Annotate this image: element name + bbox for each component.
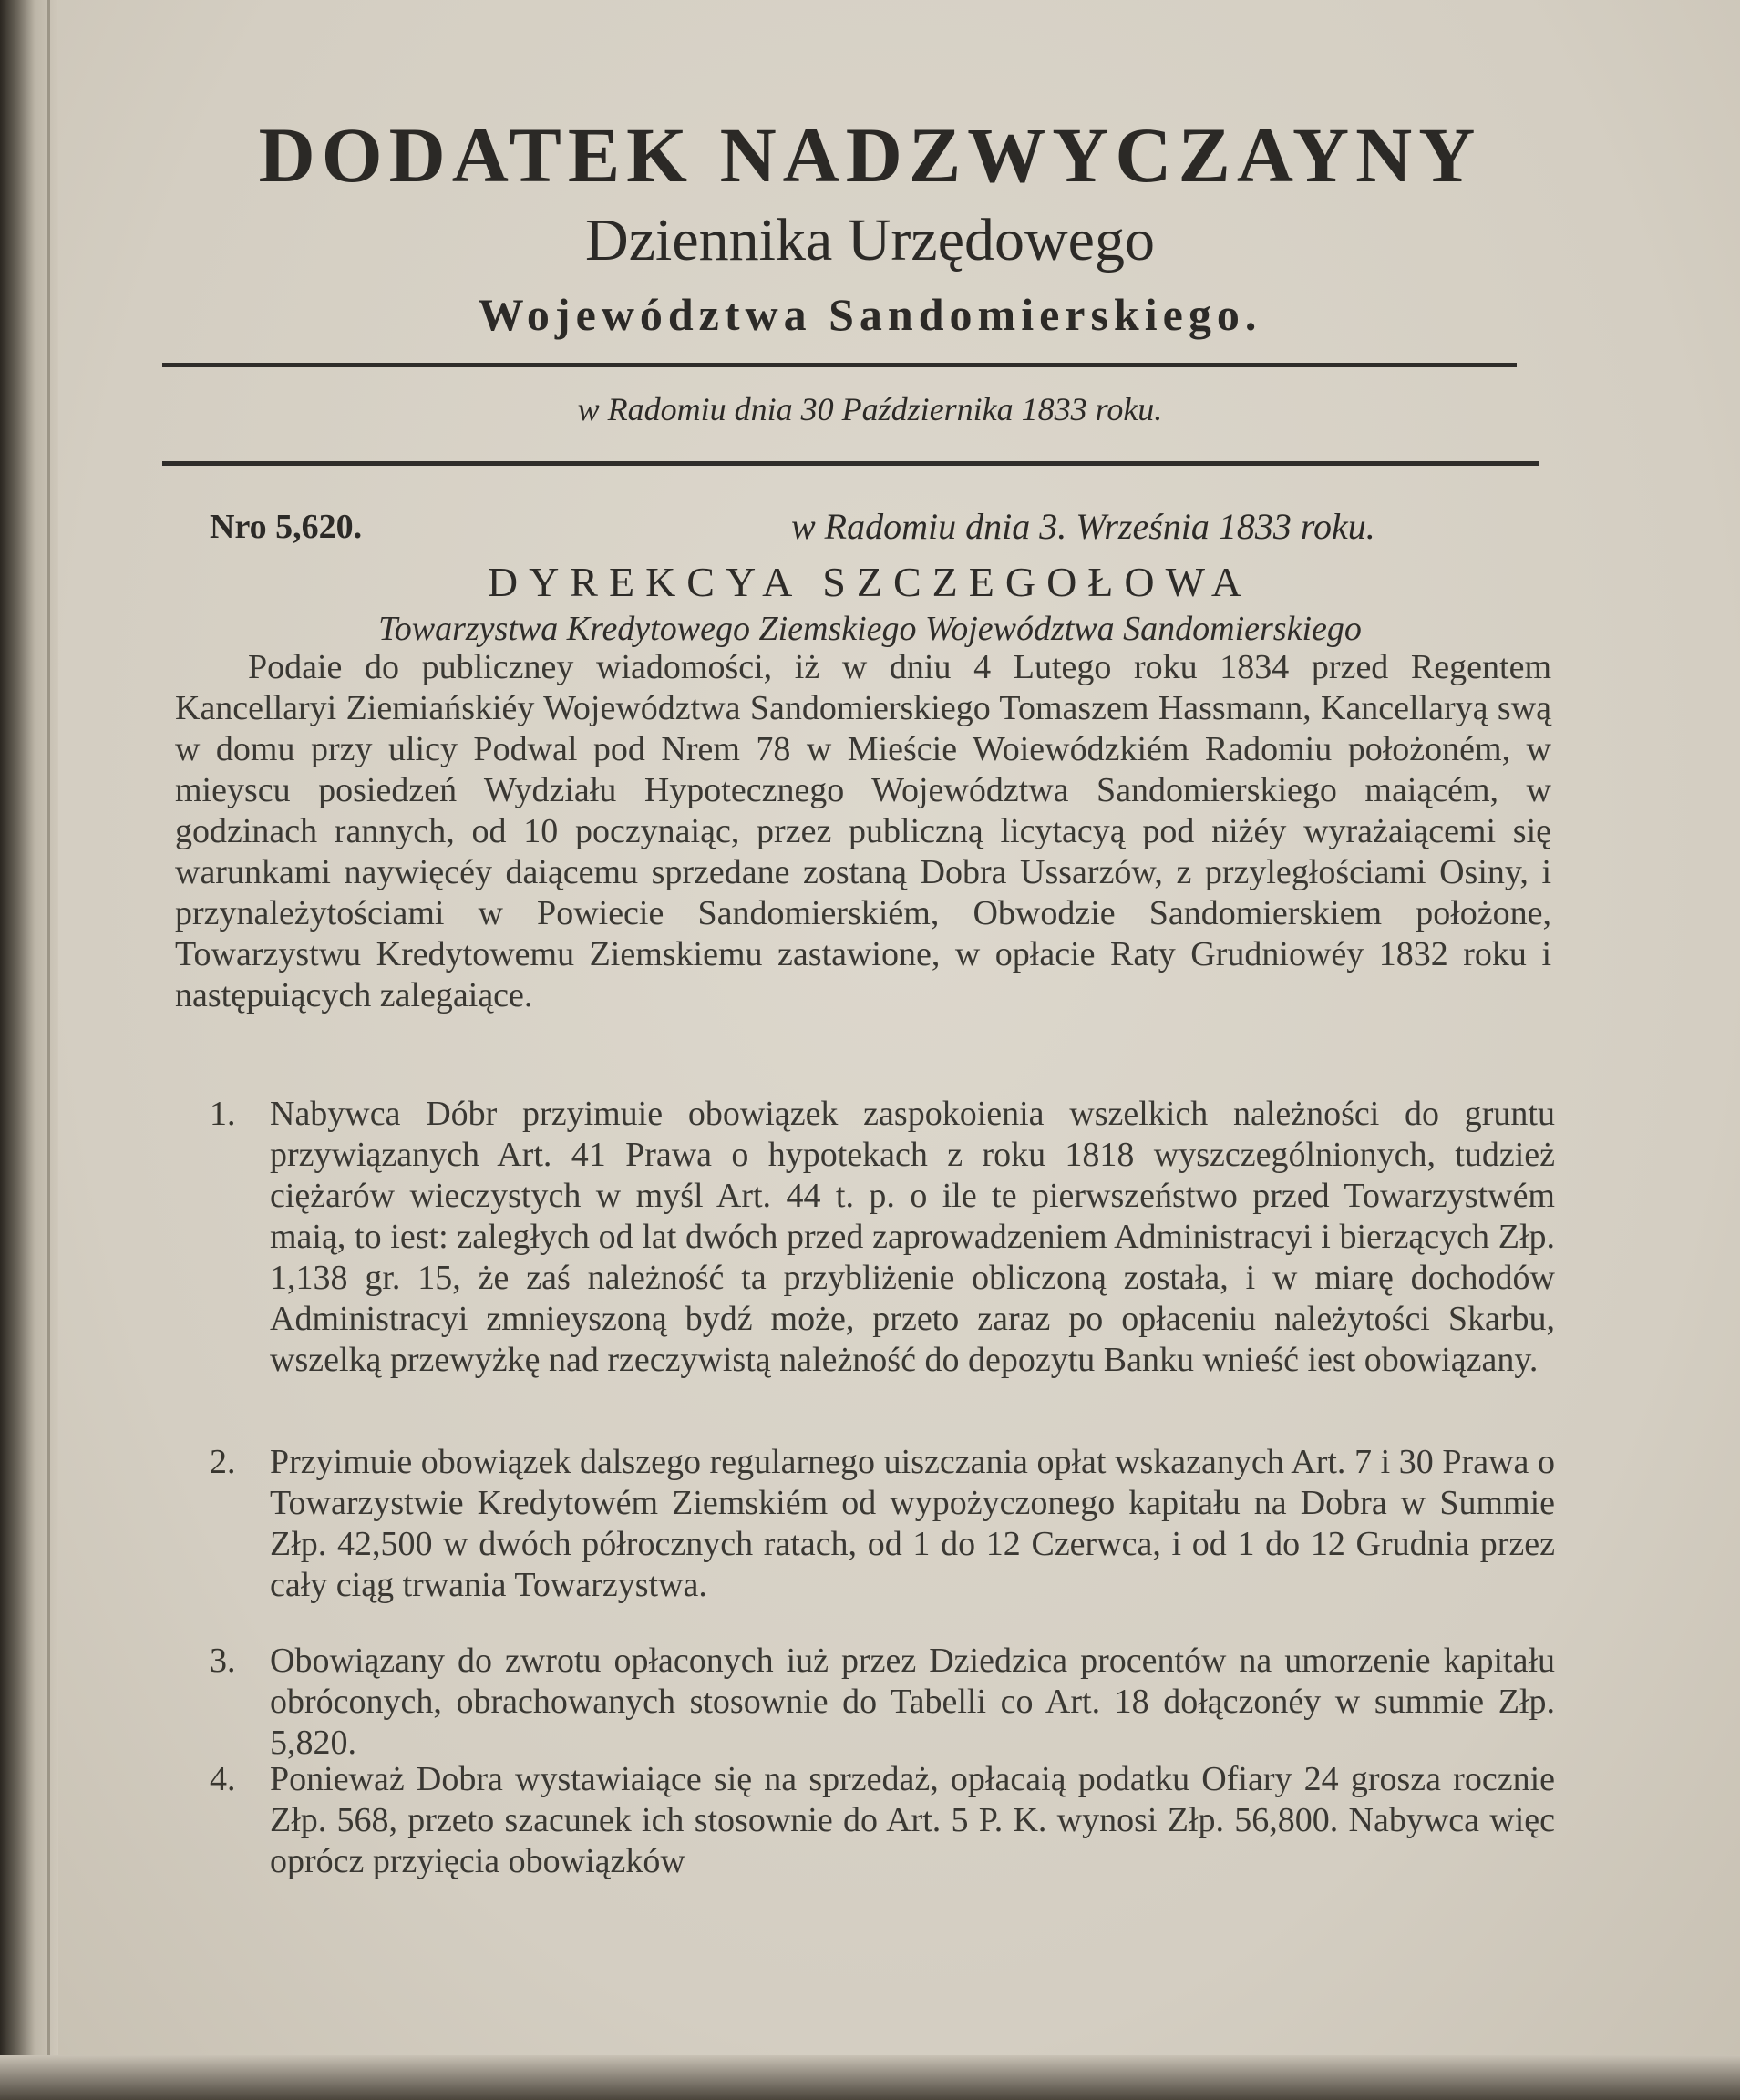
masthead-region: Województwa Sandomierskiego.: [478, 289, 1262, 340]
item-text: Przyimuie obowiązek dalszego regularnego uiszczania opłat wskazanych Art. 7 i 30 Prawa o Towarzystwie Kredytowém Ziemskiém od wypożyczonego kapitału na Dobra w Summie Złp. 42,500 w dwóch półrocznych ratach, od 1 do 12 Czerwca, i od 1 do 12 Grudnia przez cały ciąg trwania Towarzystwa.: [270, 1443, 1555, 1604]
item-number: 3.: [210, 1642, 236, 1680]
second-rule: [162, 461, 1539, 466]
masthead-title: DODATEK NADZWYCZAYNY: [258, 111, 1482, 199]
item-text: Nabywca Dóbr przyimuie obowiązek zaspokoienia wszelkich należności do gruntu przywiązanych Art. 41 Prawa o hypotekach z roku 1818 wyszczególnionych, tudzież ciężarów wieczystych w myśl Art. 44 t. p. o ile te pierwszeństwo przed Towarzystwém maią, to iest: zaległych od lat dwóch przed zaprowadzeniem Administracyi i bierzących Złp. 1,138 gr. 15, że zaś należność ta przybliżenie obliczoną została, i w miarę dochodów Administracyi zmnieyszoną bydź może, przeto zaraz po opłaceniu należytości Skarbu, wszelką przewyżkę nad rzeczywistą należność do depozytu Banku wnieść iest obowiązany.: [270, 1095, 1555, 1379]
item-text: Obowiązany do zwrotu opłaconych iuż przez Dziedzica procentów na umorzenie kapitału obróconych, obrachowanych stosownie do Tabelli co Art. 18 dołączonéy w summie Złp. 5,820.: [270, 1642, 1555, 1762]
item-number: 1.: [210, 1095, 236, 1133]
masthead-subtitle: Dziennika Urzędowego: [585, 207, 1155, 273]
notice-subheading: Towarzystwa Kredytowego Ziemskiego Województwa Sandomierskiego: [378, 610, 1362, 648]
top-rule: [162, 363, 1517, 367]
page-bottom-shadow: [0, 2055, 1740, 2100]
item-number: 2.: [210, 1443, 236, 1481]
masthead-dateline: w Radomiu dnia 30 Października 1833 roku.: [577, 391, 1163, 427]
item-number: 4.: [210, 1760, 236, 1798]
notice-place-date: w Radomiu dnia 3. Września 1833 roku.: [791, 506, 1375, 547]
notice-heading: DYREKCYA SZCZEGOŁOWA: [487, 559, 1253, 605]
item-text: Ponieważ Dobra wystawiaiące się na sprzedaż, opłacaią podatku Ofiary 24 grosza rocznie Złp. 568, przeto szacunek ich stosownie do Art. 5 P. K. wynosi Złp. 56,800. Nabywca więc oprócz przyięcia obowiązków: [270, 1760, 1555, 1880]
notice-intro-paragraph: Podaie do publiczney wiadomości, iż w dniu 4 Lutego roku 1834 przed Regentem Kancellaryi Ziemiańskiéy Województwa Sandomierskiego Tomaszem Hassmann, Kancellaryą swą w domu przy ulicy Podwal pod Nrem 78 w Mieście Woiewódzkiém Radomiu położoném, w mieyscu posiedzeń Wydziału Hypotecznego Województwa Sandomierskiego maiącém, w godzinach rannych, od 10 poczynaiąc, przez publiczną licytacyą pod niżéy wyrażaiącemi się warunkami naywięcéy daiącemu sprzedane zostaną Dobra Ussarzów, z przyległościami Osiny, i przynależytościami w Powiecie Sandomierskiém, Obwodzie Sandomierskiem położone, Towarzystwu Kredytowemu Ziemskiemu zastawione, w opłacie Raty Grudniowéy 1832 roku i następuiących zalegaiące.: [175, 648, 1551, 1014]
notice-number: Nro 5,620.: [210, 508, 363, 546]
